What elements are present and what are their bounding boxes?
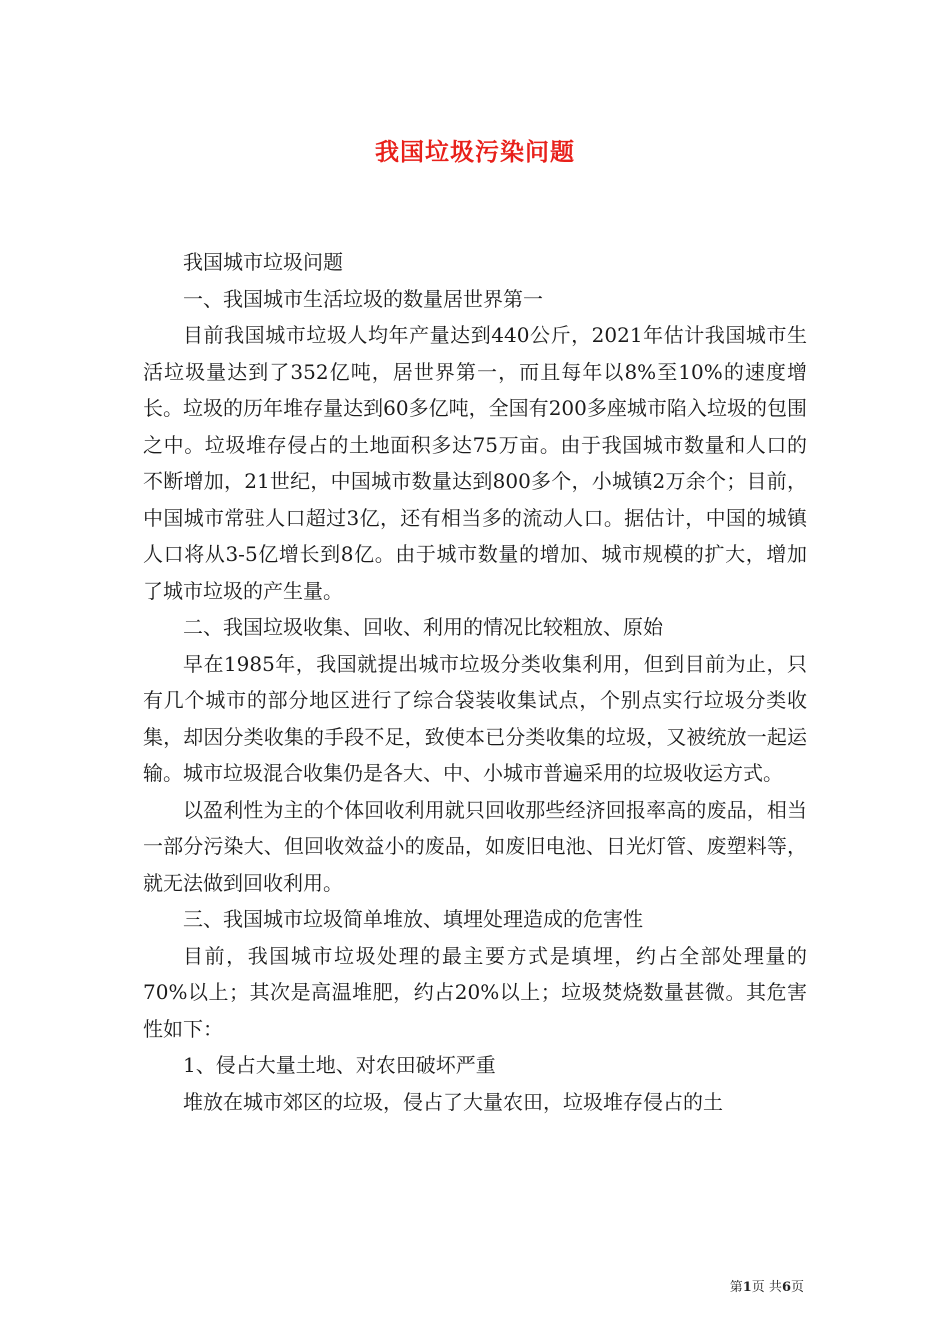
section-heading: 二、我国垃圾收集、回收、利用的情况比较粗放、原始	[183, 615, 663, 639]
footer-suffix: 页	[790, 1280, 804, 1295]
total-pages-number: 6	[781, 1280, 791, 1295]
section-heading: 三、我国城市垃圾简单堆放、填埋处理造成的危害性	[183, 907, 643, 931]
page-footer	[730, 1276, 804, 1295]
section-heading: 一、我国城市生活垃圾的数量居世界第一	[183, 286, 543, 311]
subsection-heading: 1、侵占大量土地、对农田破坏严重	[183, 1053, 496, 1077]
paragraph: 目前我国城市垃圾人均年产量达到440公斤，2021年估计我国城市生活垃圾量达到了352亿吨，居世界第一，而且每年以8%至10%的速度增长。垃圾的历年堆存量达到60多亿吨，全国有200多座城市陷入垃圾的包围之中。垃圾堆存侵占的土地面积多达75万亩。由于我国城市数量和人口的不断增加，21世纪，中国城市数量达到800多个，小城镇2万余个；目前，中国城市常驻人口超过3亿，还有相当多的流动人口。据估计，中国的城镇人口将从3-5亿增长到8亿。由于城市数量的增加、城市规模的扩大，增加了城市垃圾的产生量。	[143, 323, 807, 603]
paragraph: 堆放在城市郊区的垃圾，侵占了大量农田，垃圾堆存侵占的土	[183, 1089, 723, 1114]
document-body	[143, 244, 807, 1120]
paragraph: 以盈利性为主的个体回收利用就只回收那些经济回报率高的废品，相当一部分污染大、但回收效益小的废品，如废旧电池、日光灯管、废塑料等，就无法做到回收利用。	[143, 797, 807, 895]
paragraph: 我国城市垃圾问题	[183, 250, 343, 274]
paragraph: 目前，我国城市垃圾处理的最主要方式是填埋，约占全部处理量的70%以上；其次是高温堆肥，约占20%以上；垃圾焚烧数量甚微。其危害性如下：	[143, 943, 807, 1041]
footer-prefix: 第	[729, 1280, 743, 1295]
paragraph: 早在1985年，我国就提出城市垃圾分类收集利用，但到目前为止，只有几个城市的部分地区进行了综合袋装收集试点，个别点实行垃圾分类收集，却因分类收集的手段不足，致使本已分类收集的垃圾，又被统放一起运输。城市垃圾混合收集仍是各大、中、小城市普遍采用的垃圾收运方式。	[143, 651, 807, 785]
document-title: 我国垃圾污染问题	[375, 137, 575, 166]
current-page-number: 1	[742, 1280, 752, 1295]
footer-middle: 页 共	[751, 1280, 782, 1295]
